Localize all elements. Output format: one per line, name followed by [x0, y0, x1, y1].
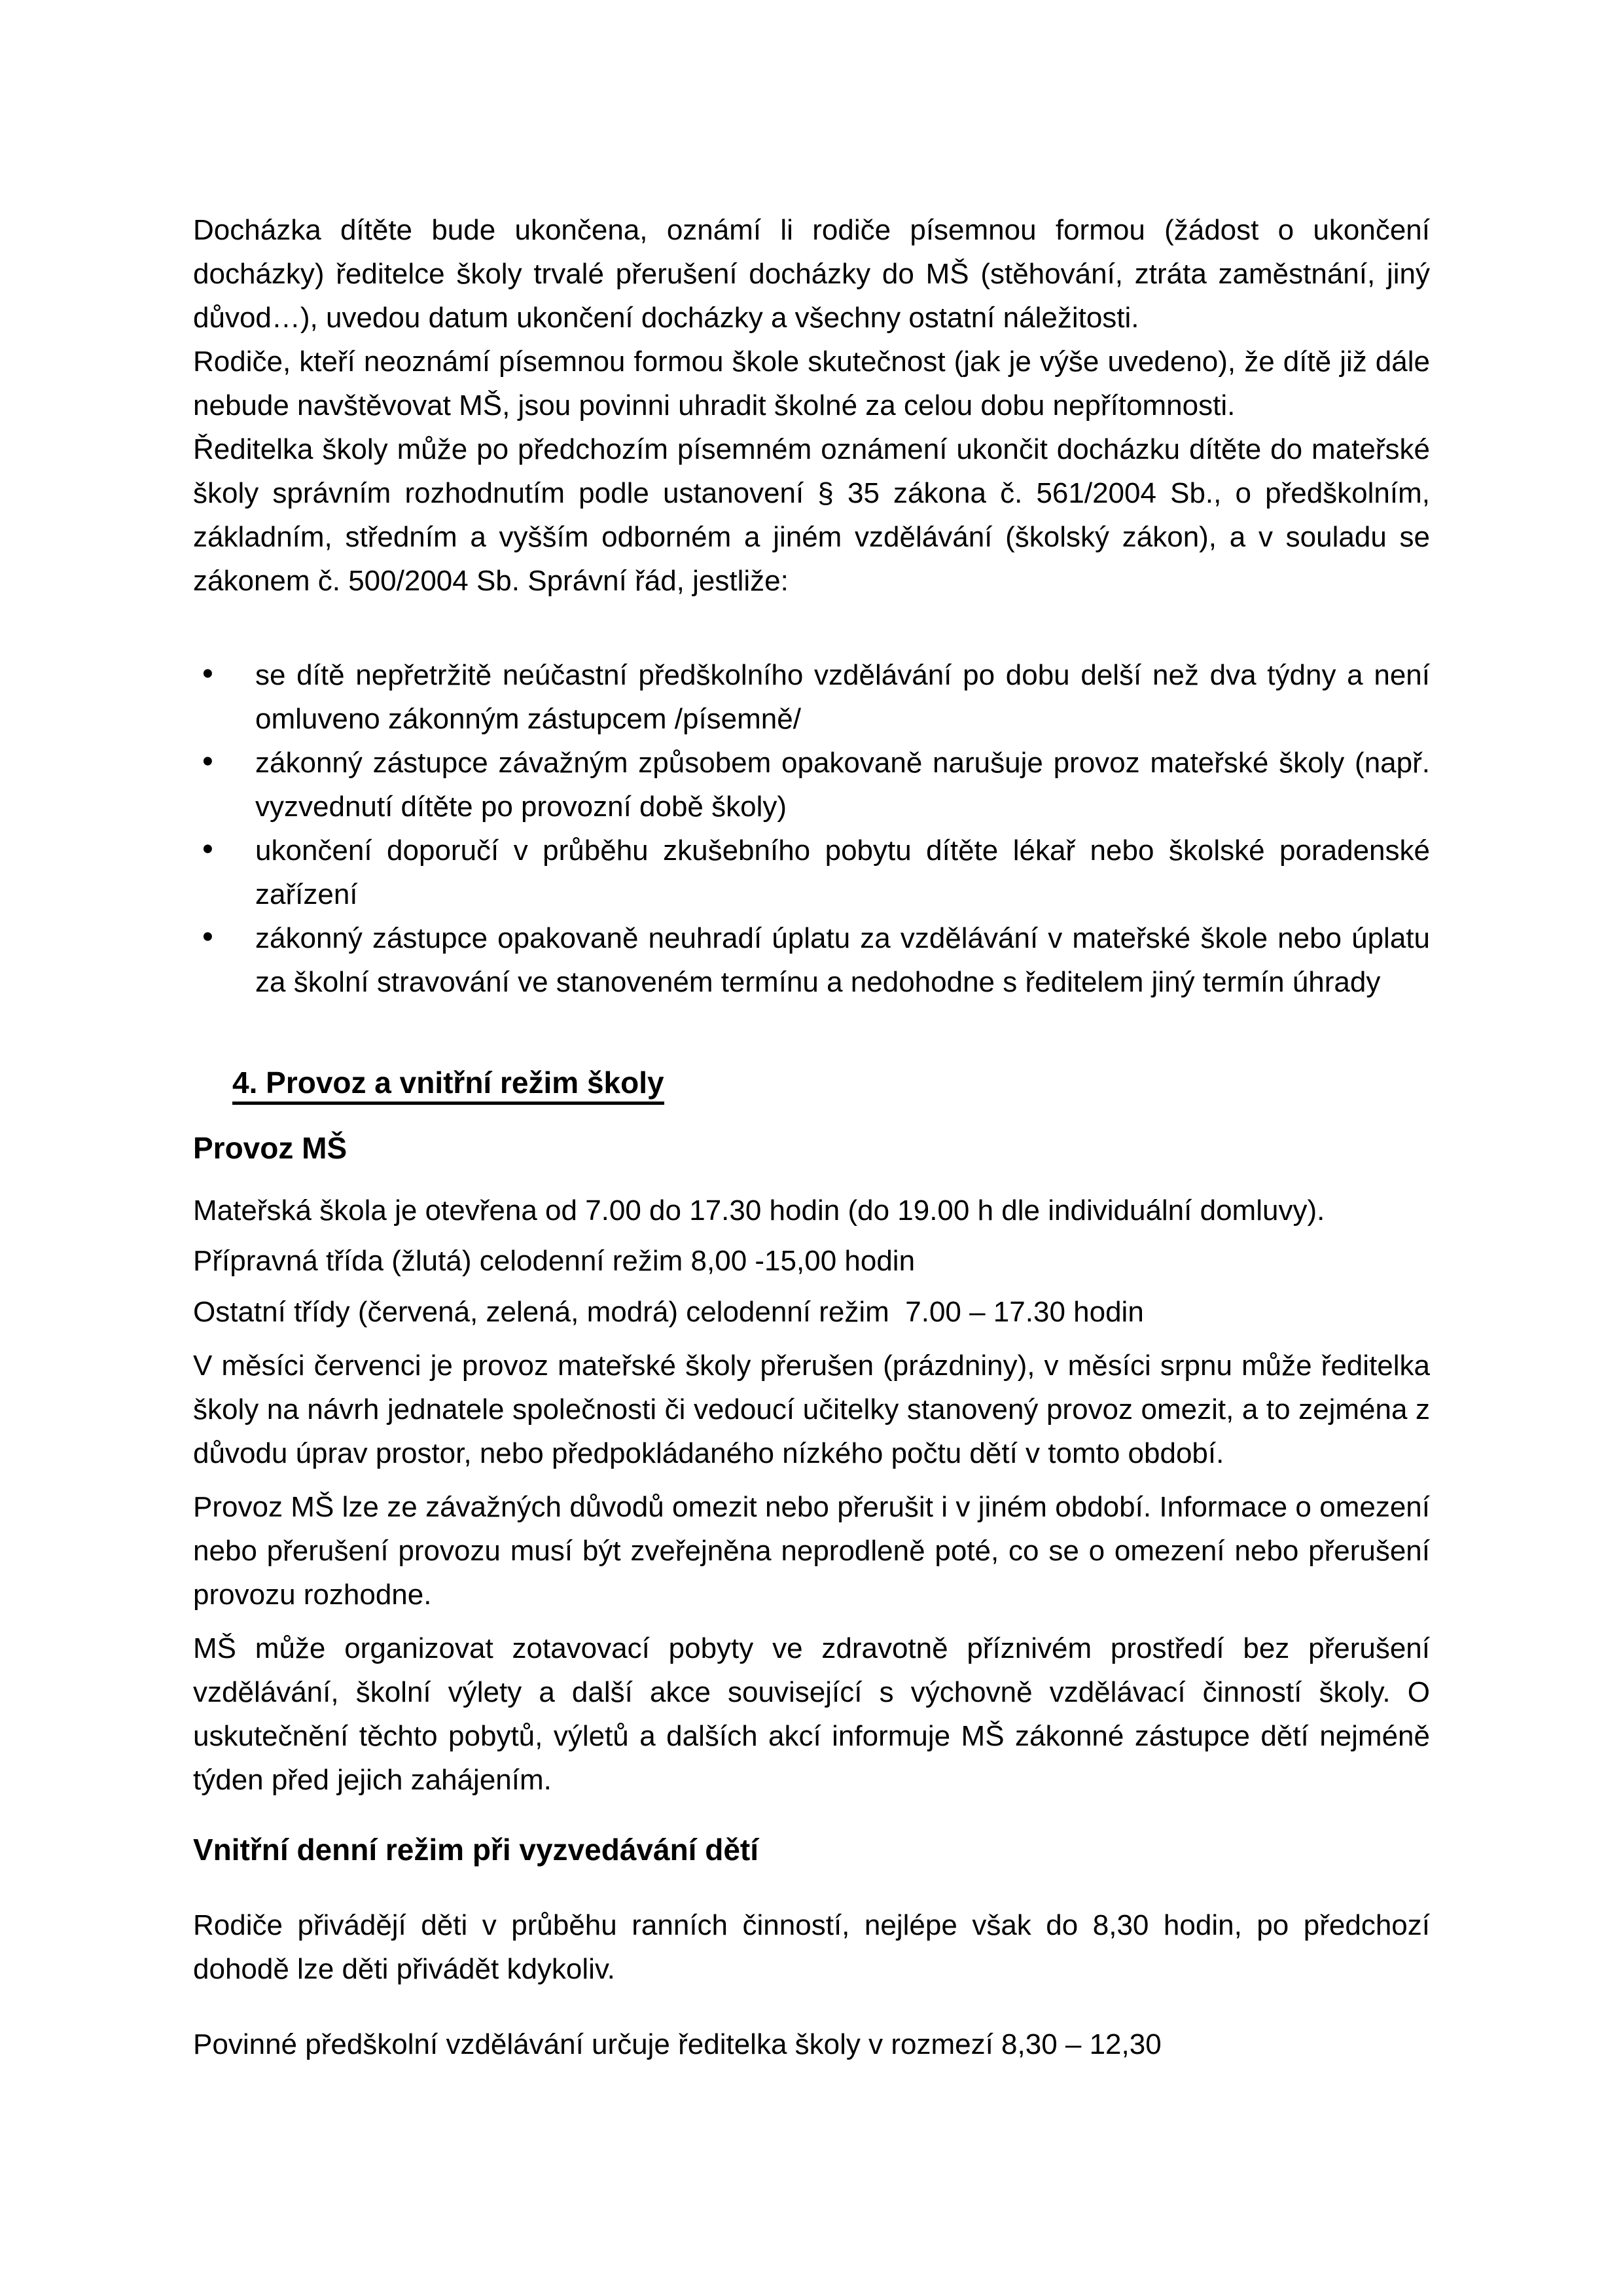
- paragraph-morning-arrival: Rodiče přivádějí děti v průběhu ranních činností, nejlépe však do 8,30 hodin, po předchozí dohodě lze děti přivádět kdykoliv.: [193, 1909, 1430, 1985]
- bullet-item: [193, 916, 1430, 1004]
- paragraph-opening-hours: Mateřská škola je otevřena od 7.00 do 17.30 hodin (do 19.00 h dle individuální domluvy).: [193, 1194, 1325, 1227]
- paragraph-compulsory-education-hours: Povinné předškolní vzdělávání určuje ředitelka školy v rozmezí 8,30 – 12,30: [193, 2028, 1162, 2060]
- paragraph-recovery-stays: MŠ může organizovat zotavovací pobyty ve zdravotně příznivém prostředí bez přerušení vzdělávání, školní výlety a další akce související s výchovně vzdělávací činností školy. O uskutečnění těchto pobytů, výletů a dalších akcí informuje MŠ zákonné zástupce dětí nejméně týden před jejich zahájením.: [193, 1632, 1430, 1796]
- bullet-icon: •: [202, 920, 213, 954]
- bullet-item: [193, 829, 1430, 916]
- paragraph-interruption-info: Provoz MŠ lze ze závažných důvodů omezit nebo přerušit i v jiném období. Informace o omezení nebo přerušení provozu musí být zveřejněna neprodleně poté, co se o omezení nebo přerušení provozu rozhodne.: [193, 1491, 1430, 1611]
- bullet-item-text: ukončení doporučí v průběhu zkušebního pobytu dítěte lékař nebo školské poradenské zařízení: [255, 834, 1430, 910]
- paragraph-summer-operation: V měsíci červenci je provoz mateřské školy přerušen (prázdniny), v měsíci srpnu může ředitelka školy na návrh jednatele společnosti či vedoucí učitelky stanovený provoz omezit, a to zejména z důvodu úprav prostor, nebo předpokládaného nízkého počtu dětí v tomto období.: [193, 1350, 1430, 1469]
- bullet-icon: •: [202, 832, 213, 867]
- bullet-icon: •: [202, 744, 213, 779]
- bullet-item-text: zákonný zástupce závažným způsobem opakovaně narušuje provoz mateřské školy (např. vyzvednutí dítěte po provozní době školy): [255, 747, 1430, 823]
- bullet-item: [193, 653, 1430, 741]
- section-heading-provoz-a-vnitrni-rezim: [232, 1061, 1430, 1105]
- paragraph-unreported-absence: Rodiče, kteří neoznámí písemnou formou škole skutečnost (jak je výše uvedeno), že dítě již dále nebude navštěvovat MŠ, jsou povinni uhradit školné za celou dobu nepřítomnosti.: [193, 346, 1430, 422]
- bullet-item-text: se dítě nepřetržitě neúčastní předškolního vzdělávání po dobu delší než dva týdny a není omluveno zákonným zástupcem /písemně/: [255, 659, 1430, 735]
- paragraph-other-classes: Ostatní třídy (červená, zelená, modrá) celodenní režim 7.00 – 17.30 hodin: [193, 1296, 1144, 1328]
- bullet-item: [193, 741, 1430, 829]
- paragraph-attendance-termination: Docházka dítěte bude ukončena, oznámí li rodiče písemnou formou (žádost o ukončení docházky) ředitelce školy trvalé přerušení docházky do MŠ (stěhování, ztráta zaměstnání, jiný důvod…), uvedou datum ukončení docházky a všechny ostatní náležitosti.: [193, 214, 1430, 334]
- bullet-icon: •: [202, 656, 213, 691]
- heading-vnitrni-denni-rezim: Vnitřní denní režim při vyzvedávání dětí: [193, 1833, 759, 1867]
- section-heading-text: 4. Provoz a vnitřní režim školy: [232, 1066, 664, 1105]
- bullet-item-text: zákonný zástupce opakovaně neuhradí úplatu za vzdělávání v mateřské škole nebo úplatu za školní stravování ve stanoveném termínu a nedohodne s ředitelem jiný termín úhrady: [255, 922, 1430, 998]
- heading-provoz-ms: Provoz MŠ: [193, 1131, 348, 1165]
- document-content: [193, 208, 1430, 2066]
- paragraph-director-termination: Ředitelka školy může po předchozím písemném oznámení ukončit docházku dítěte do mateřské školy správním rozhodnutím podle ustanovení § 35 zákona č. 561/2004 Sb., o předškolním, základním, středním a vyšším odborném a jiném vzdělávání (školský zákon), a v souladu se zákonem č. 500/2004 Sb. Správní řád, jestliže:: [193, 433, 1430, 597]
- termination-conditions-list: [193, 653, 1430, 1004]
- paragraph-preparatory-class: Přípravná třída (žlutá) celodenní režim 8,00 -15,00 hodin: [193, 1245, 916, 1277]
